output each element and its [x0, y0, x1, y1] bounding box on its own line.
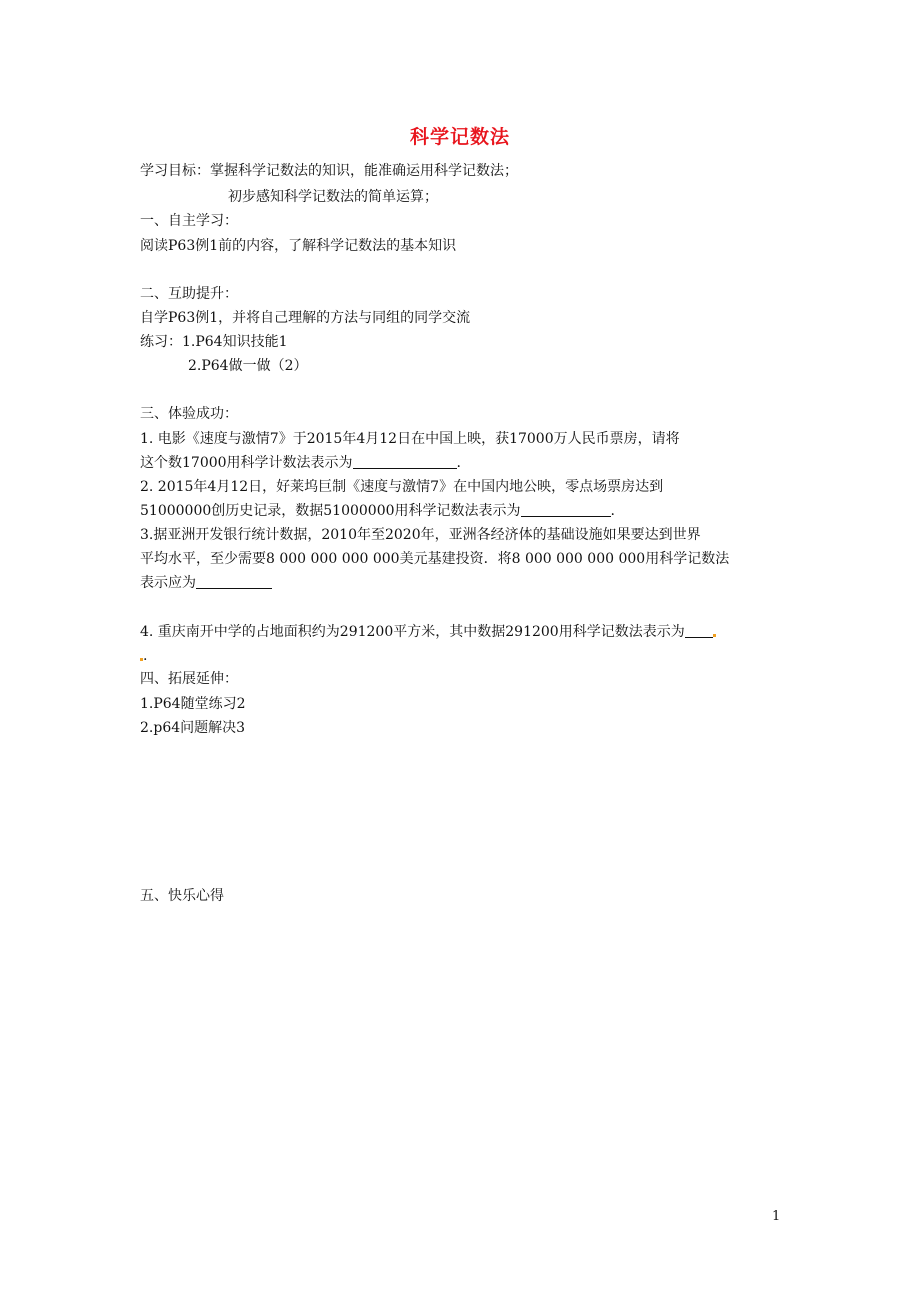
answer-blank-q2: [521, 502, 611, 517]
question4-period: .: [143, 648, 148, 664]
question1-line2: [140, 453, 461, 473]
answer-blank-q1: [353, 454, 457, 469]
section4-item1: 1.P64随堂练习2: [140, 696, 246, 712]
section2-practice1: 练习：1.P64知识技能1: [140, 334, 288, 350]
section2-heading: 二、互助提升：: [140, 286, 238, 302]
answer-blank-q4: [685, 623, 713, 638]
question3-line1: 3.据亚洲开发银行统计数据，2010年至2020年，亚洲各经济体的基础设施如果要达到世界: [140, 527, 701, 543]
question4-text: 4. 重庆南开中学的占地面积约为291200平方米，其中数据291200用科学记数法表示为: [140, 624, 685, 640]
section1-text: 阅读P63例1前的内容，了解科学记数法的基本知识: [140, 238, 457, 254]
section2-practice2: 2.P64做一做（2）: [188, 358, 308, 374]
learning-goals-line2: 初步感知科学记数法的简单运算；: [228, 189, 438, 205]
question1-line1: 1. 电影《速度与激情7》于2015年4月12日在中国上映，获17000万人民币票房，请将: [140, 431, 680, 447]
question3-line3: [140, 573, 272, 593]
answer-blank-q3: [196, 574, 272, 589]
learning-goals-line1: 学习目标：掌握科学记数法的知识，能准确运用科学记数法；: [140, 163, 518, 179]
mark-dot: [713, 634, 716, 637]
question3-text: 表示应为: [140, 575, 196, 591]
section4-heading: 四、拓展延伸：: [140, 671, 238, 687]
section2-text: 自学P63例1，并将自己理解的方法与同组的同学交流: [140, 310, 471, 326]
question2-line2: [140, 501, 615, 521]
question2-text: 51000000创历史记录，数据51000000用科学记数法表示为: [140, 503, 521, 519]
question3-line2: 平均水平，至少需要8 000 000 000 000美元基建投资．将8 000 000 000 000用科学记数法: [140, 551, 730, 567]
section3-heading: 三、体验成功：: [140, 406, 238, 422]
page-title: 科学记数法: [409, 126, 510, 148]
section1-heading: 一、自主学习：: [140, 213, 238, 229]
question4-line2: [140, 646, 147, 666]
question4-line1: [140, 622, 716, 642]
page-number: 1: [772, 1209, 781, 1224]
question2-period: .: [610, 503, 615, 519]
question1-text: 这个数17000用科学计数法表示为: [140, 455, 353, 471]
section4-item2: 2.p64问题解决3: [140, 720, 246, 736]
question1-period: .: [456, 455, 461, 471]
question2-line1: 2. 2015年4月12日，好莱坞巨制《速度与激情7》在中国内地公映，零点场票房达到: [140, 479, 664, 495]
section5-heading: 五、快乐心得: [140, 888, 224, 904]
